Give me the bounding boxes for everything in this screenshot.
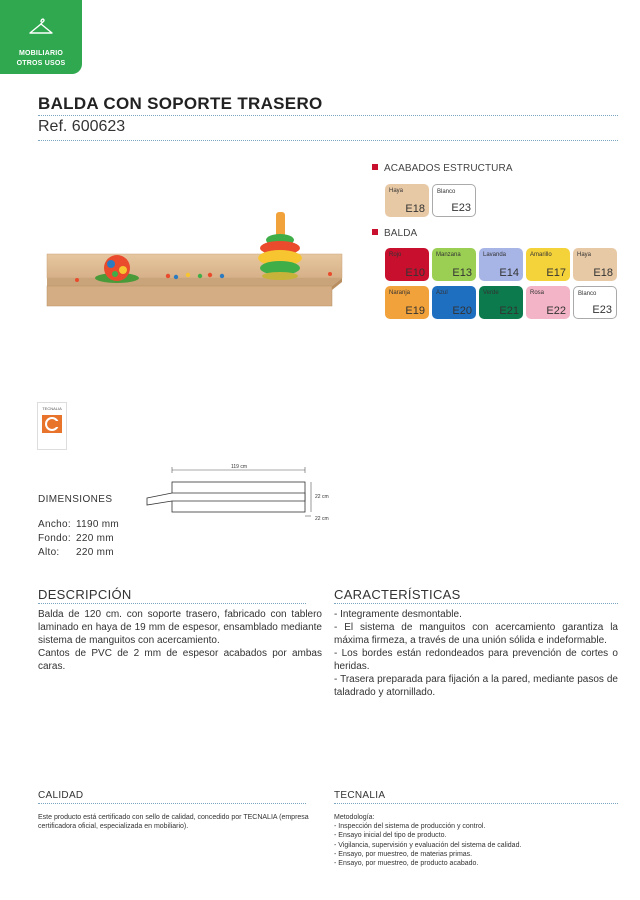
- swatch-name: Blanco: [437, 189, 456, 195]
- dimension-value: 1190 mm: [76, 519, 120, 530]
- feature-item: - El sistema de manguitos con acercamiento garantiza la máxima firmeza, a través de una unión sólida e indeformable.: [334, 622, 618, 646]
- shelf-swatch-lavanda[interactable]: [479, 248, 523, 281]
- swatch-name: Rojo: [389, 252, 402, 258]
- product-title: BALDA CON SOPORTE TRASERO: [38, 94, 323, 113]
- structure-swatch-haya[interactable]: [385, 184, 429, 217]
- seal-label: TECNALIA: [42, 406, 62, 411]
- shelf-swatch-naranja[interactable]: [385, 286, 429, 319]
- structure-finishes-text: ACABADOS ESTRUCTURA: [384, 163, 513, 174]
- shelf-swatch-verde[interactable]: [479, 286, 523, 319]
- shelf-swatch-rojo[interactable]: [385, 248, 429, 281]
- swatch-code: E19: [405, 305, 425, 317]
- features-divider: [334, 603, 618, 604]
- swatch-name: Rosa: [530, 290, 545, 296]
- tecnalia-line: - Ensayo inicial del tipo de producto.: [334, 832, 447, 840]
- seal-logo: [42, 415, 62, 433]
- hanger-icon: [28, 16, 54, 36]
- description-text: [38, 608, 322, 673]
- shelf-swatch-haya[interactable]: [573, 248, 617, 281]
- swatch-name: Haya: [389, 188, 404, 194]
- height-dimension-label: 22 cm: [315, 494, 329, 500]
- swatch-name: Haya: [577, 252, 592, 258]
- structure-finishes-label: [372, 163, 513, 174]
- features-heading: CARACTERÍSTICAS: [334, 587, 461, 602]
- feature-item: - Trasera preparada para fijación a la pared, mediante pasos de taladrado y atornillado.: [334, 674, 618, 698]
- shelf-swatch-blanco[interactable]: [573, 286, 617, 319]
- feature-item: - Integramente desmontable.: [334, 609, 462, 620]
- swatch-code: E13: [452, 267, 472, 279]
- bullet-square: [372, 164, 378, 170]
- swatch-code: E10: [405, 267, 425, 279]
- description-paragraph: Cantos de PVC de 2 mm de espesor acabados por ambas caras.: [38, 648, 322, 672]
- swatch-code: E14: [499, 267, 519, 279]
- swatch-code: E23: [451, 202, 471, 214]
- quality-text: Este producto está certificado con sello de calidad, concedido por TECNALIA (empresa certificadora oficial, especializada en mobiliario).: [38, 814, 309, 831]
- features-list: [334, 608, 618, 699]
- swatch-name: Blanco: [578, 291, 597, 297]
- tecnalia-heading: TECNALIA: [334, 790, 386, 801]
- shelf-swatch-amarillo[interactable]: [526, 248, 570, 281]
- tecnalia-text: [334, 813, 618, 868]
- category-line-2: OTROS USOS: [16, 60, 66, 67]
- category-line-1: MOBILIARIO: [19, 50, 63, 57]
- swatch-code: E22: [546, 305, 566, 317]
- swatch-name: Azul: [436, 290, 448, 296]
- structure-swatch-blanco[interactable]: [432, 184, 476, 217]
- product-reference: Ref. 600623: [38, 118, 126, 135]
- dimension-key: Ancho:: [38, 519, 71, 530]
- swatch-name: Amarillo: [530, 252, 552, 258]
- tecnalia-divider: [334, 803, 618, 804]
- description-paragraph: Balda de 120 cm. con soporte trasero, fabricado con tablero laminado en haya de 19 mm de espesor, ensamblado mediante sistema de manguitos con acercamiento.: [38, 609, 322, 646]
- swatch-name: Manzana: [436, 252, 461, 258]
- dimension-drawing: [145, 460, 345, 530]
- swatch-name: Naranja: [389, 290, 411, 296]
- toy-stacker: [258, 212, 302, 280]
- swatch-name: Verde: [483, 290, 499, 296]
- shelf-swatch-rosa[interactable]: [526, 286, 570, 319]
- width-dimension-label: 119 cm: [230, 464, 248, 470]
- swatch-code: E18: [405, 203, 425, 215]
- swatch-code: E17: [546, 267, 566, 279]
- dimensions-heading: DIMENSIONES: [38, 494, 113, 505]
- quality-divider: [38, 803, 306, 804]
- shelf-swatch-manzana[interactable]: [432, 248, 476, 281]
- title-divider: [38, 115, 618, 116]
- dimension-row-width: [38, 519, 119, 530]
- swatch-code: E21: [499, 305, 519, 317]
- shelf-swatch-azul[interactable]: [432, 286, 476, 319]
- category-tab: [0, 0, 82, 74]
- swatch-code: E20: [452, 305, 472, 317]
- depth-dimension-label: 22 cm: [315, 516, 329, 522]
- ref-divider: [38, 140, 618, 141]
- shelf-finishes-label: [372, 228, 417, 239]
- swatch-code: E18: [593, 267, 613, 279]
- product-image: [40, 198, 345, 318]
- seal-c-icon: [42, 415, 62, 433]
- tecnalia-line: - Vigilancia, supervisión y evaluación del sistema de calidad.: [334, 841, 522, 849]
- tecnalia-line: - Ensayo, por muestreo, de producto acabado.: [334, 860, 479, 868]
- dimension-key: Alto:: [38, 547, 60, 558]
- feature-item: - Los bordes están redondeados para prevención de cortes o heridas.: [334, 648, 618, 672]
- quality-heading: CALIDAD: [38, 790, 84, 801]
- shelf-finishes-text: BALDA: [384, 228, 418, 239]
- swatch-name: Lavanda: [483, 252, 507, 258]
- swatch-code: E23: [592, 304, 612, 316]
- tecnalia-line: Metodología:: [334, 814, 375, 821]
- dimension-row-depth: [38, 533, 114, 544]
- dimension-value: 220 mm: [76, 547, 114, 558]
- description-heading: DESCRIPCIÓN: [38, 587, 132, 602]
- tecnalia-line: - Inspección del sistema de producción y control.: [334, 823, 486, 831]
- dimension-row-height: [38, 547, 114, 558]
- dimension-value: 220 mm: [76, 533, 114, 544]
- description-divider: [38, 603, 306, 604]
- certification-seal: [37, 402, 67, 450]
- bullet-square: [372, 229, 378, 235]
- tecnalia-line: - Ensayo, por muestreo, de materias primas.: [334, 850, 473, 858]
- dimension-key: Fondo:: [38, 533, 71, 544]
